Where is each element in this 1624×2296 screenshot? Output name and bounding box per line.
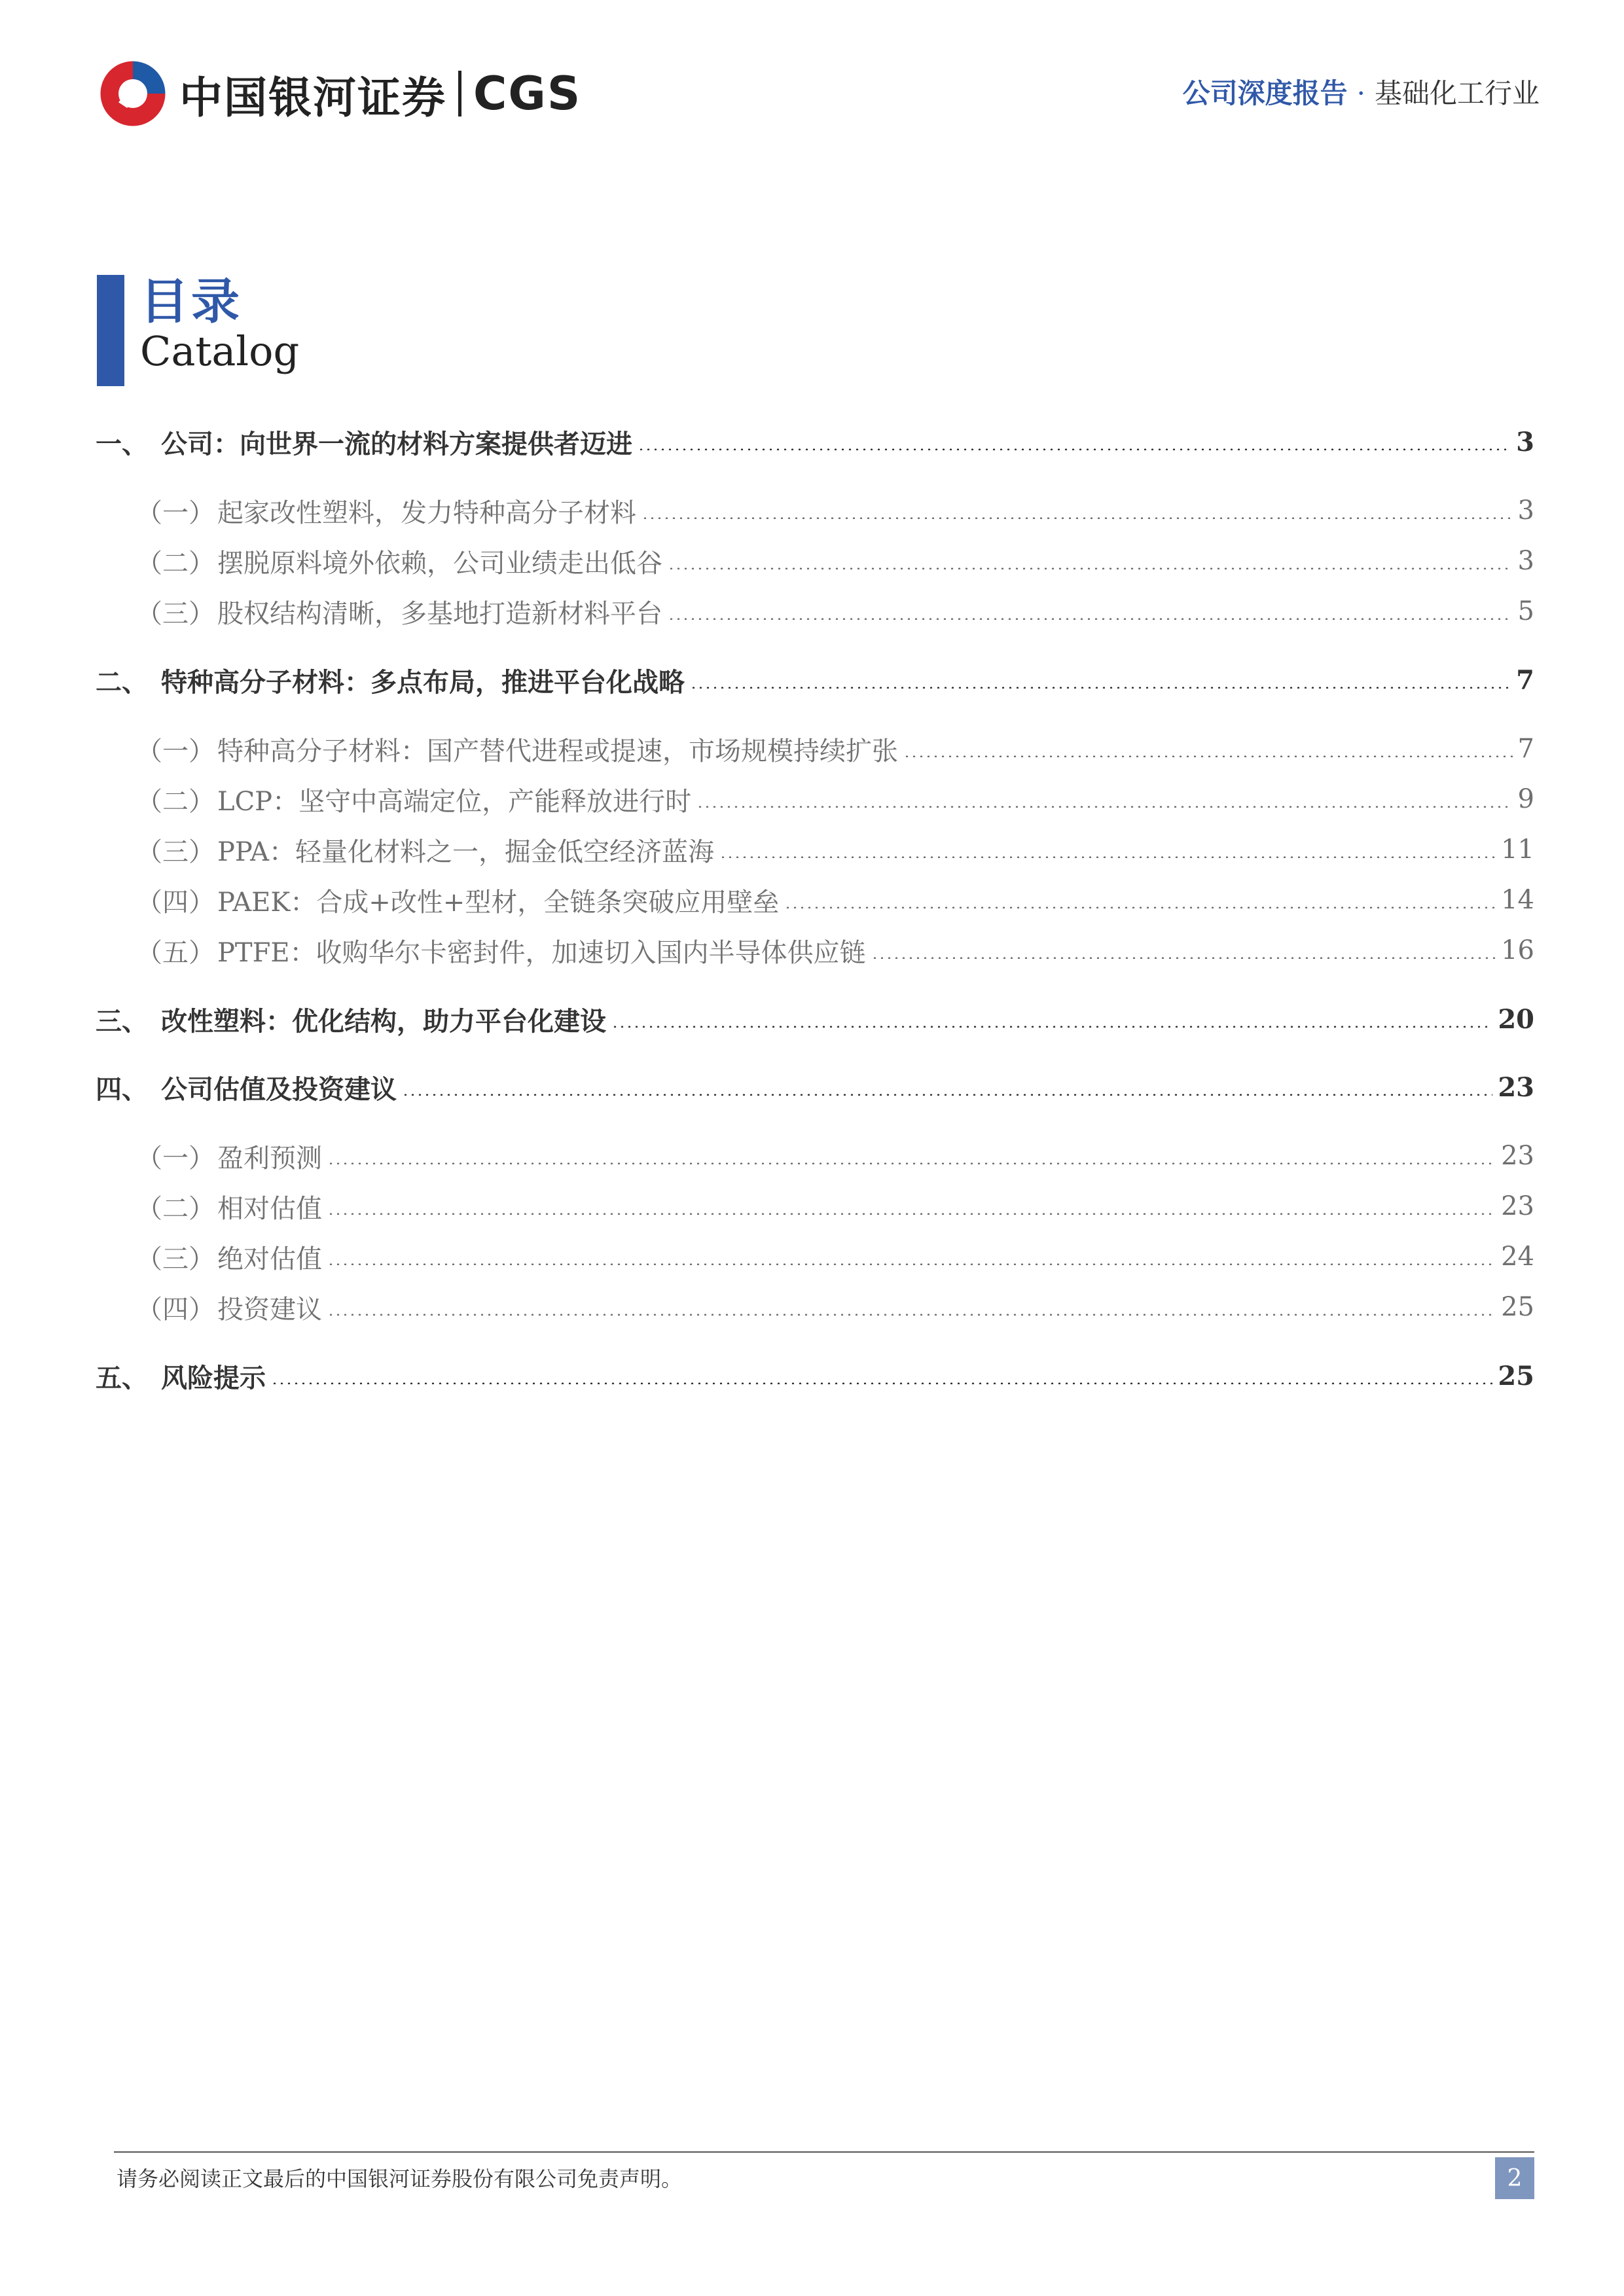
toc-leader-dots — [690, 687, 1511, 689]
toc-page-number: 11 — [1501, 834, 1534, 865]
toc-page-number: 20 — [1498, 1003, 1534, 1035]
toc-label: 特种高分子材料：国产替代进程或提速，市场规模持续扩张 — [217, 736, 898, 766]
toc-page-number: 23 — [1501, 1141, 1534, 1171]
toc-page-number: 3 — [1517, 495, 1534, 526]
report-type: 公司深度报告 — [1182, 77, 1348, 109]
catalog-title: 目录 — [140, 274, 242, 330]
toc-page-number: 7 — [1516, 664, 1534, 696]
toc-label: 摆脱原料境外依赖，公司业绩走出低谷 — [217, 548, 662, 579]
toc-number: 三、 — [96, 1005, 148, 1037]
toc-label: 改性塑料：优化结构，助力平台化建设 — [161, 1005, 606, 1037]
toc-page-number: 9 — [1517, 784, 1534, 814]
toc-leader-dots — [327, 1162, 1496, 1164]
toc-leader-dots — [719, 856, 1496, 858]
toc-page-number: 7 — [1517, 734, 1534, 764]
catalog-subtitle: Catalog — [140, 327, 300, 375]
toc-number: 五、 — [96, 1362, 148, 1393]
toc-leader-dots — [327, 1213, 1496, 1215]
toc-subsection[interactable] — [136, 488, 1534, 533]
toc-number: （四） — [136, 1294, 215, 1325]
toc-page-number: 23 — [1498, 1071, 1534, 1103]
toc-page-number: 24 — [1501, 1242, 1534, 1272]
toc-leader-dots — [668, 567, 1513, 569]
toc-page-number: 25 — [1501, 1292, 1534, 1322]
toc-label: 公司：向世界一流的材料方案提供者迈进 — [161, 428, 632, 459]
toc-leader-dots — [327, 1263, 1496, 1265]
toc-label: 特种高分子材料：多点布局，推进平台化战略 — [161, 666, 685, 698]
brand-name-cn: 中国银河证券 — [179, 72, 446, 123]
page-number: 2 — [1495, 2157, 1534, 2199]
toc-subsection[interactable] — [136, 877, 1534, 923]
toc-subsection[interactable] — [136, 538, 1534, 584]
toc-subsection[interactable] — [136, 726, 1534, 772]
toc-page-number: 23 — [1501, 1191, 1534, 1221]
toc-leader-dots — [696, 806, 1512, 808]
toc-number: （五） — [136, 937, 215, 968]
toc-subsection[interactable] — [136, 588, 1534, 634]
toc-leader-dots — [402, 1094, 1492, 1096]
toc-page-number: 16 — [1501, 935, 1534, 965]
toc-label: 相对估值 — [217, 1193, 322, 1224]
toc-label: PTFE：收购华尔卡密封件，加速切入国内半导体供应链 — [217, 937, 866, 968]
industry-label: 基础化工行业 — [1374, 77, 1540, 109]
toc-number: （二） — [136, 548, 215, 579]
toc-leader-dots — [641, 517, 1513, 519]
toc-section[interactable] — [96, 1353, 1534, 1399]
toc-number: （三） — [136, 836, 215, 867]
toc-section[interactable] — [96, 657, 1534, 703]
toc-number: 二、 — [96, 666, 148, 698]
toc-number: （三） — [136, 1244, 215, 1274]
toc-section[interactable] — [96, 996, 1534, 1042]
toc-section[interactable] — [96, 1064, 1534, 1110]
toc-number: 一、 — [96, 428, 148, 459]
toc-page-number: 3 — [1516, 426, 1534, 457]
footer-disclaimer: 请务必阅读正文最后的中国银河证券股份有限公司免责声明。 — [117, 2166, 683, 2191]
toc-label: PAEK：合成+改性+型材，全链条突破应用壁垒 — [217, 887, 780, 918]
toc-number: （一） — [136, 1143, 215, 1174]
toc-number: （四） — [136, 887, 215, 918]
toc-number: 四、 — [96, 1073, 148, 1105]
header-separator: · — [1356, 77, 1365, 109]
toc-leader-dots — [903, 755, 1513, 757]
toc-page-number: 5 — [1517, 596, 1534, 626]
toc-page-number: 14 — [1501, 885, 1534, 915]
toc-page-number: 3 — [1517, 546, 1534, 576]
toc-subsection[interactable] — [136, 927, 1534, 973]
toc-number: （二） — [136, 1193, 215, 1224]
toc-label: 股权结构清晰，多基地打造新材料平台 — [217, 598, 662, 629]
toc-label: 投资建议 — [217, 1294, 322, 1325]
toc-leader-dots — [784, 906, 1496, 908]
toc-number: （一） — [136, 736, 215, 766]
toc-section[interactable] — [96, 419, 1534, 465]
toc-label: 风险提示 — [161, 1362, 266, 1393]
toc-label: 起家改性塑料，发力特种高分子材料 — [217, 497, 636, 528]
toc-number: （二） — [136, 786, 215, 817]
toc-number: （三） — [136, 598, 215, 629]
toc-label: 盈利预测 — [217, 1143, 322, 1174]
toc-leader-dots — [871, 957, 1496, 959]
toc-subsection[interactable] — [136, 1234, 1534, 1280]
brand-name-en: CGS — [473, 67, 582, 120]
toc-label: 绝对估值 — [217, 1244, 322, 1274]
toc-label: 公司估值及投资建议 — [161, 1073, 397, 1105]
toc-leader-dots — [327, 1314, 1496, 1316]
toc-label: LCP：坚守中高端定位，产能释放进行时 — [217, 786, 692, 817]
toc-leader-dots — [668, 618, 1513, 620]
toc-subsection[interactable] — [136, 1183, 1534, 1229]
toc-leader-dots — [638, 448, 1511, 450]
toc-page-number: 25 — [1498, 1360, 1534, 1391]
toc-label: PPA：轻量化材料之一，掘金低空经济蓝海 — [217, 836, 715, 867]
toc-subsection[interactable] — [136, 827, 1534, 872]
toc-leader-dots — [271, 1382, 1492, 1384]
toc-subsection[interactable] — [136, 776, 1534, 822]
toc-subsection[interactable] — [136, 1284, 1534, 1330]
toc-number: （一） — [136, 497, 215, 528]
toc-subsection[interactable] — [136, 1133, 1534, 1179]
toc-leader-dots — [611, 1026, 1492, 1028]
footer-divider — [114, 2151, 1534, 2153]
